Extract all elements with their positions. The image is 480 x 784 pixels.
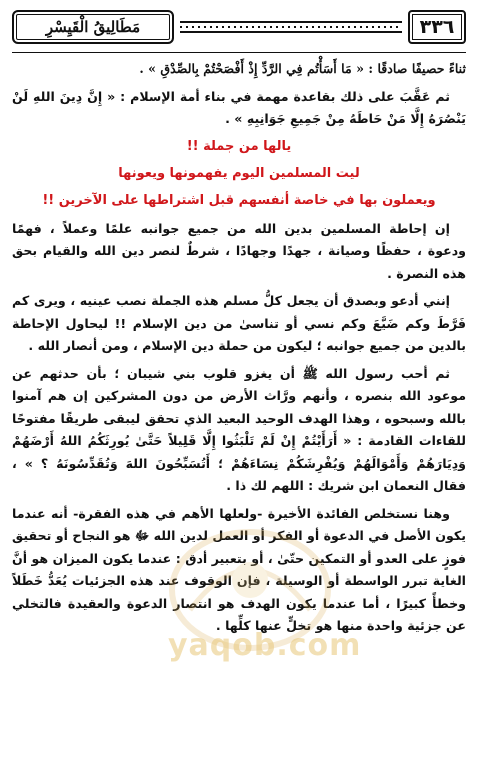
highlight-line-2: ليت المسلمين اليوم يفهمونها ويعونها: [118, 165, 360, 181]
book-title: مَطَالِيقُ الْقَيِسْرِ: [12, 10, 174, 44]
header-divider: [12, 52, 466, 53]
paragraph-6: وهنا نستخلص الفائدة الأخيرة -ولعلها الأهم في هذه الفقرة- أنه عندما يكون الأصل في الدعوة أو الفكر أو العمل لدين الله ﷻ هو النجاح أو تحقيق فوزٍ على العدو أو التمكين حتّىٰ ، أو بتعبير أدق : عندما يكون الميزان هو أنَّ الغاية تبرر الواسطة أو الوسيلة ، فإن الوقوف عند هذه الجزئيات يُعَدُّ خَطَلاً وخطأً كبيرًا ، أما عندما يكون الهدف هو انتصار الدعوة والعقيدة فالتخلي عن جزئية واحدة منها هو تخلٍّ عنها كلِّها .: [12, 505, 466, 633]
watermark-text: yaqob.com: [168, 628, 362, 663]
highlight-line-3: ويعملون بها في خاصة أنفسهم قبل اشتراطها على الآخرين !!: [42, 192, 436, 208]
highlight-block: [12, 136, 466, 212]
header-ornament-rule: [180, 21, 402, 33]
paragraph-1: ثناءً حصيفًا صادقًا : « مَا أَسَأْتُم فِي الرَّدِّ إِذْ أَفْصَحْتُمْ بِالصِّدْقِ » .: [139, 61, 466, 76]
page-body: [12, 58, 466, 643]
paragraph-3: إن إحاطة المسلمين بدين الله من جميع جوانبه علمًا وعملاً ، فهمًا ودعوة ، حفظًا وصيانة ، جهدًا وجهادًا ، شرطٌ لنصر دين الله والقيام بحق هذه النصرة .: [12, 220, 466, 281]
page-number: ٣٣٦: [408, 10, 466, 44]
page-header: [12, 8, 466, 46]
paragraph-2: ثم عَقَّبَ على ذلك بقاعدة مهمة في بناء أمة الإسلام : « إِنَّ دِينَ اللهِ لَنْ يَنْصُرَهُ إِلَّا مَنْ حَاطَهُ مِنْ جَمِيعِ جَوَانِبِهِ » .: [12, 88, 466, 126]
paragraph-5: ثم أحب رسول الله ﷺ أن يغزو قلوب بني شيبان ؛ بأن حدثهم عن موعود الله بنصره ، وأنهم ورَّاث الأرض من دون المشركين إن هم آمنوا بالله وسبحوه ، وهذا الهدف الوحيد البعيد الذي تحقق ليبقى طريقًا مفتوحًا للقاءات القادمة : « أَرَأَيْتُمْ إِنْ لَمْ تَلْبَثُوا إِلَّا قَلِيلاً حَتَّىٰ يُورِثَكُمُ اللهُ أَرْضَهُمْ وَدِيَارَهُمْ وَأَمْوَالَهُمْ وَيُفْرِشَكُمْ نِسَاءَهُمْ ؛ أَتُسَبِّحُونَ اللهَ وَتُقَدِّسُونَهُ ؟ » ، فقال النعمان ابن شريك : اللهم لك ذا .: [12, 365, 466, 493]
paragraph-4: إنني أدعو وبصدق أن يجعل كلُّ مسلم هذه الجملة نصب عينيه ، ويرى كم فَرَّطَ وكم ضَيَّعَ وكم نسي أو تناسىٰ من دين الإسلام !! ليحاول الإحاطة بالدين من جميع جوانبه ؛ ليكون من حملة دين الإسلام ، ومن أنصار الله .: [12, 293, 466, 353]
highlight-line-1: يالها من جملة !!: [186, 138, 292, 154]
